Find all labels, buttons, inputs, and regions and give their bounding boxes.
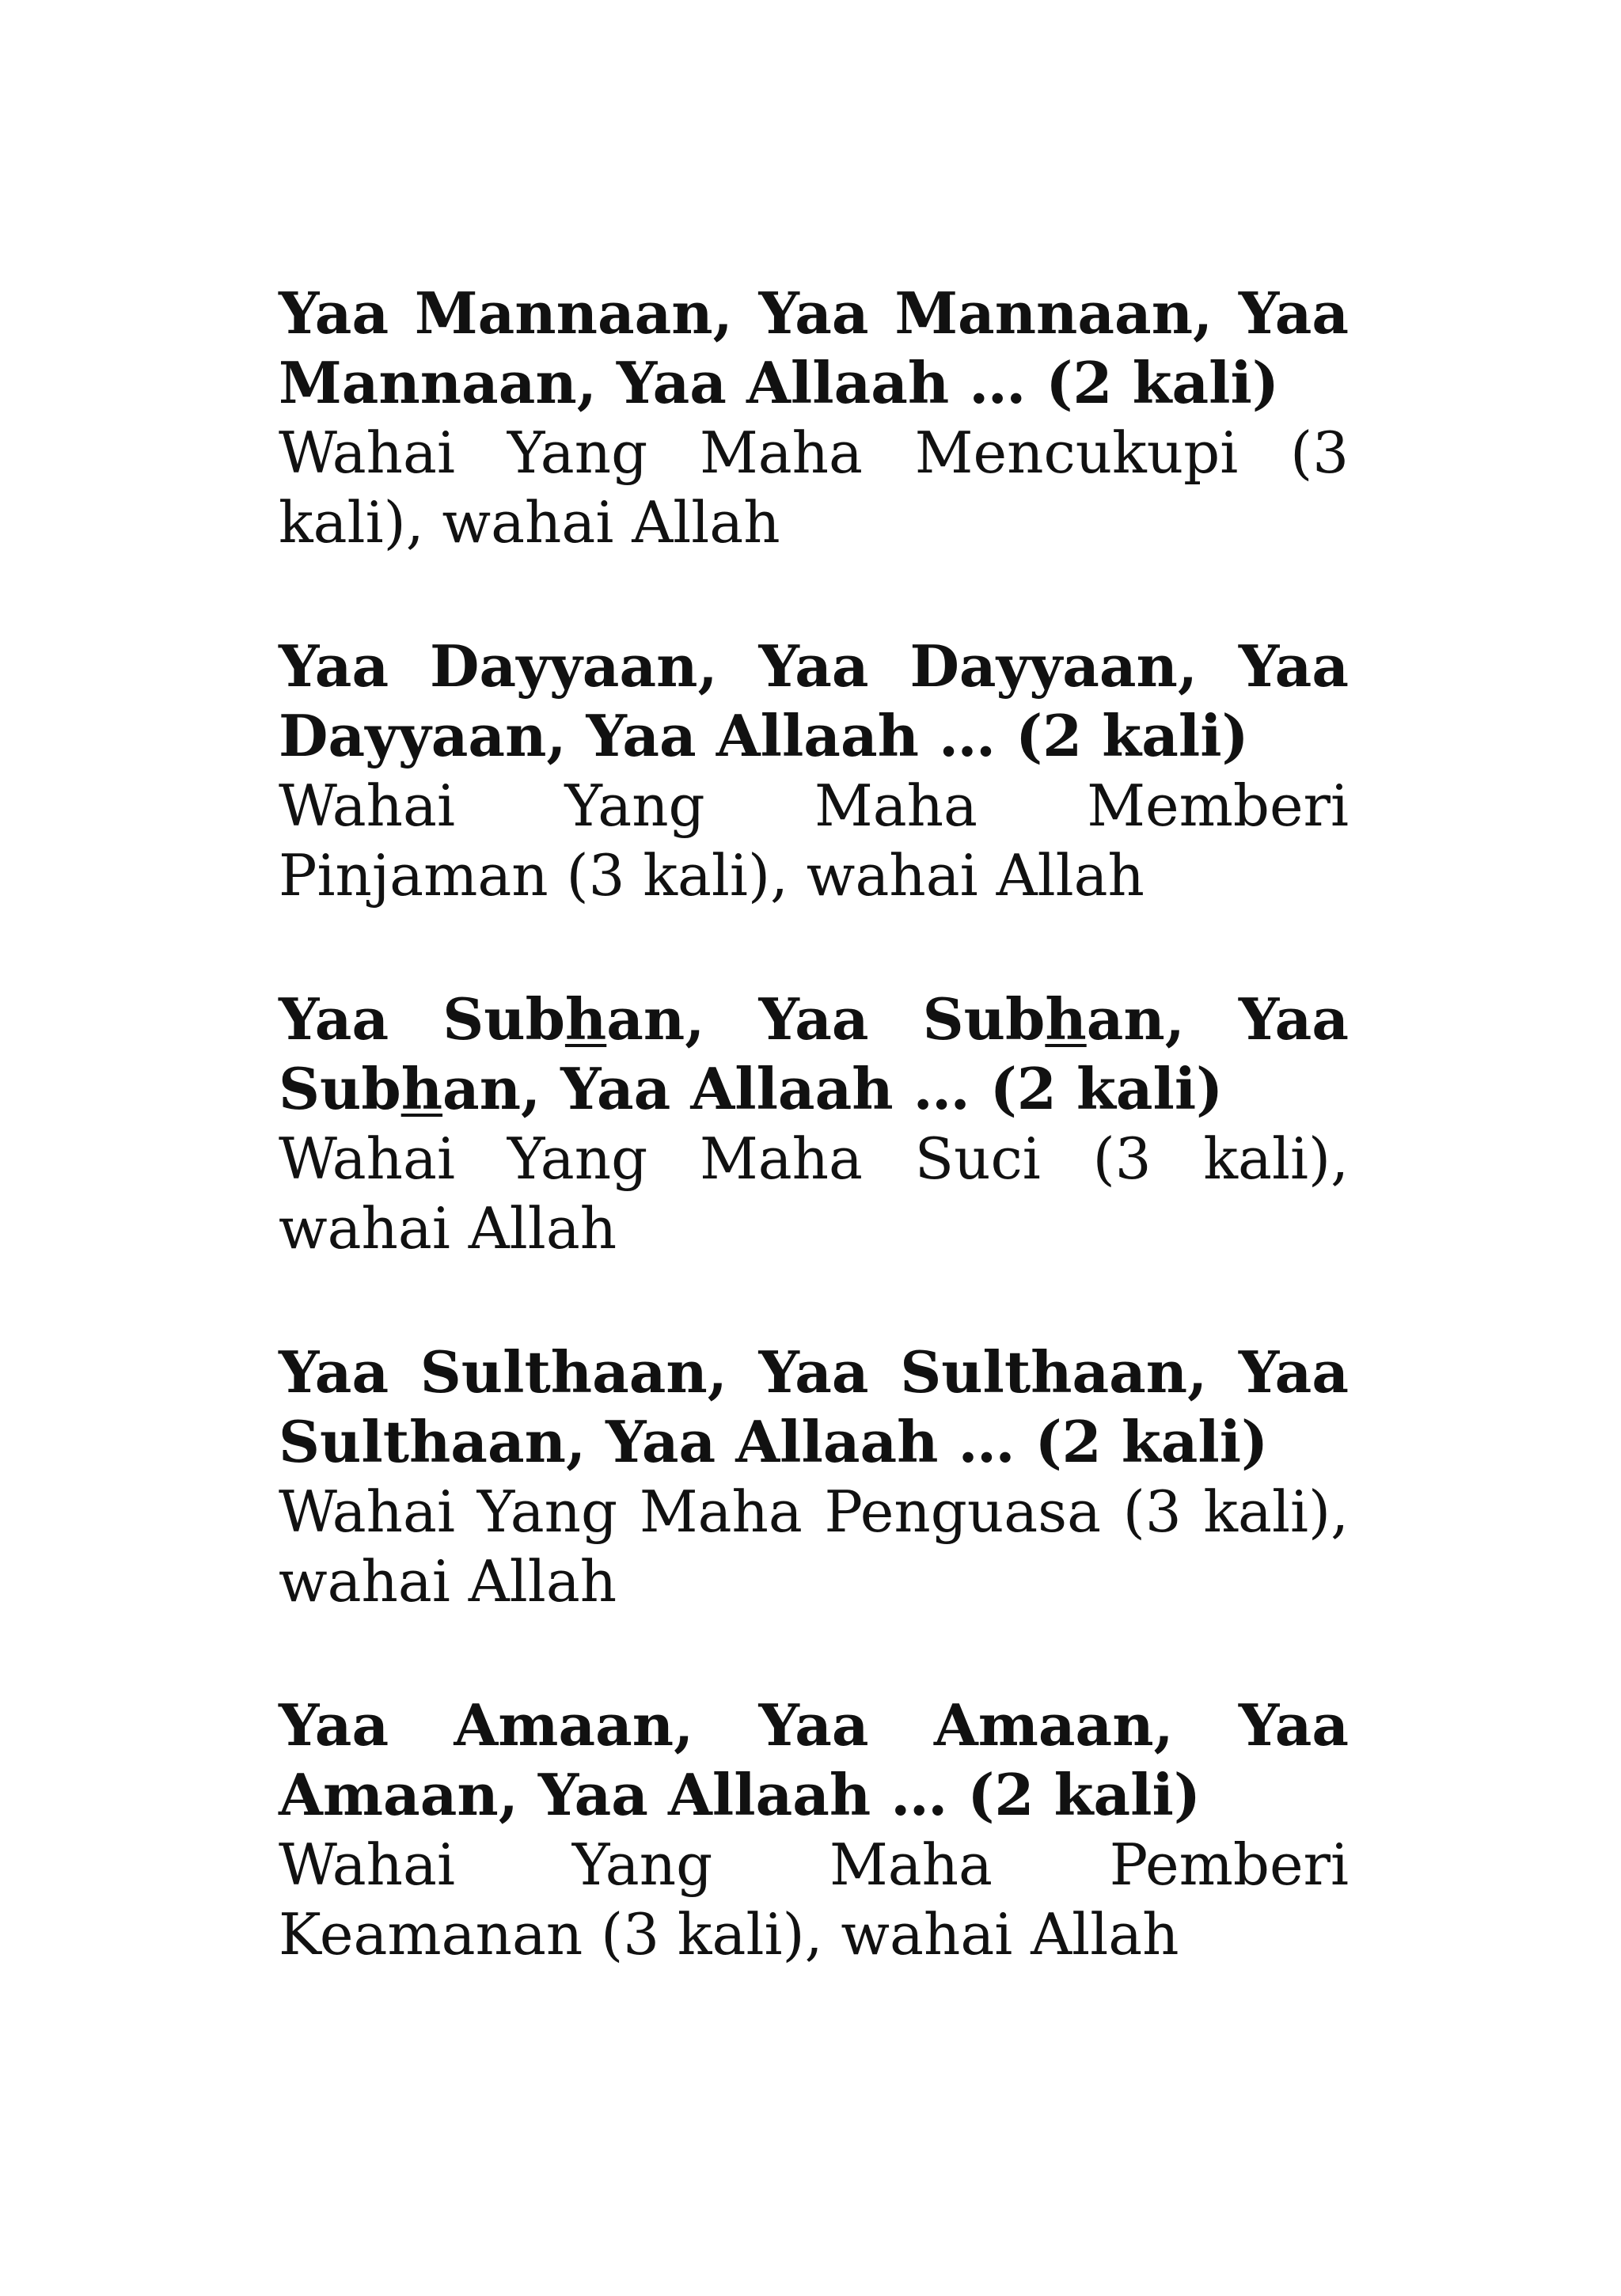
- translation: Wahai Yang Maha Pemberi Keamanan (3 kali), wahai Allah: [279, 1831, 1349, 1968]
- text-part: an, Yaa Allaah … (2 kali): [442, 1055, 1224, 1122]
- document-page: [279, 279, 1349, 2044]
- arabic-transliteration: Yaa Amaan, Yaa Amaan, Yaa Amaan, Yaa Allaah … (2 kali): [279, 1691, 1349, 1828]
- translation: Wahai Yang Maha Suci (3 kali), wahai Allah: [279, 1125, 1349, 1262]
- stanza-sulthaan: [279, 1338, 1349, 1616]
- underlined-letter: h: [401, 1055, 443, 1122]
- stanza-dayyaan: [279, 632, 1349, 910]
- translation: Wahai Yang Maha Memberi Pinjaman (3 kali), wahai Allah: [279, 772, 1349, 909]
- underlined-letter: h: [1045, 985, 1087, 1053]
- text-part: an, Yaa Sub: [606, 985, 1046, 1053]
- arabic-transliteration: Yaa Mannaan, Yaa Mannaan, Yaa Mannaan, Yaa Allaah … (2 kali): [279, 279, 1349, 416]
- arabic-transliteration: Yaa Dayyaan, Yaa Dayyaan, Yaa Dayyaan, Yaa Allaah … (2 kali): [279, 632, 1349, 769]
- translation: Wahai Yang Maha Penguasa (3 kali), wahai Allah: [279, 1478, 1349, 1615]
- stanza-mannaan: [279, 279, 1349, 557]
- text-part: Yaa Sub: [279, 985, 565, 1053]
- arabic-transliteration: Yaa Sulthaan, Yaa Sulthaan, Yaa Sulthaan, Yaa Allaah … (2 kali): [279, 1338, 1349, 1475]
- stanza-subhan: [279, 985, 1349, 1263]
- arabic-transliteration: [279, 985, 1349, 1124]
- text-part: an, Yaa Sub: [279, 985, 1349, 1122]
- translation: Wahai Yang Maha Mencukupi (3 kali), wahai Allah: [279, 419, 1349, 556]
- stanza-amaan: [279, 1691, 1349, 1969]
- underlined-letter: h: [564, 985, 607, 1053]
